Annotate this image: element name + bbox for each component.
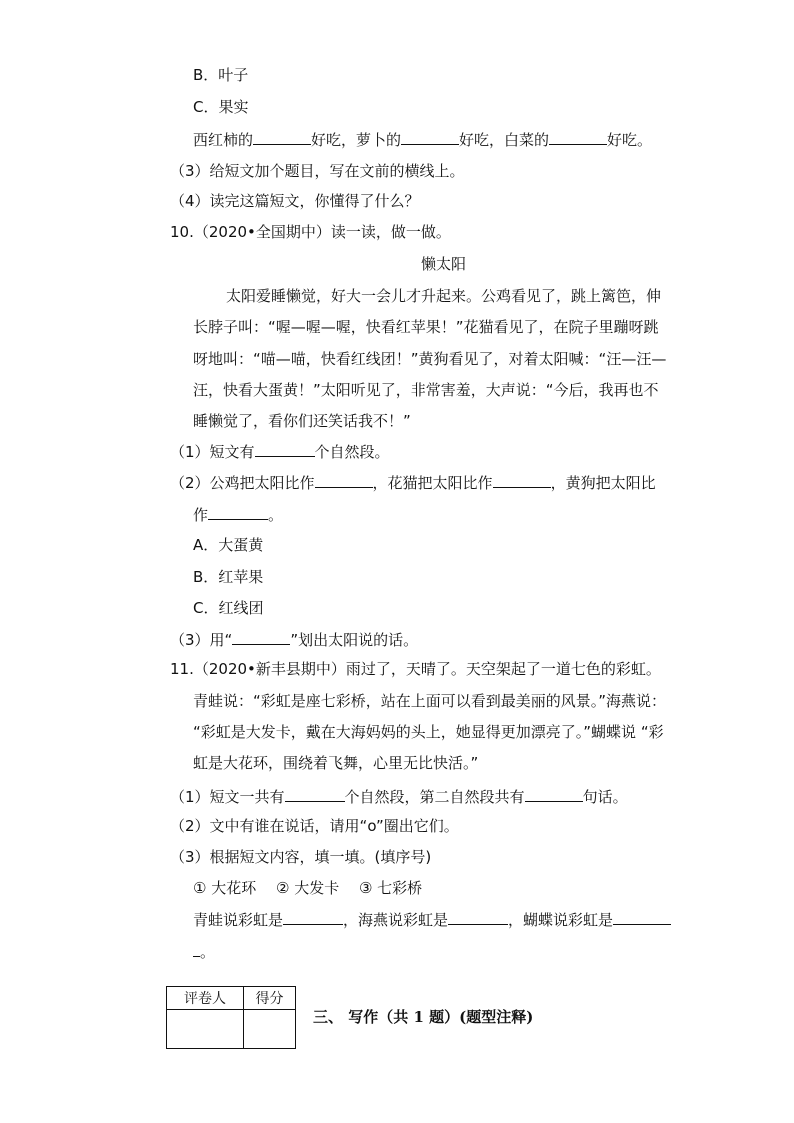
q11-fill-end: [193, 940, 215, 962]
score-cell[interactable]: [244, 1010, 296, 1049]
fill-text: 好吃，萝卜的: [311, 131, 402, 149]
q10-sub2: [170, 471, 656, 493]
q10-sub1: [170, 440, 390, 462]
fill-text: 作: [193, 506, 209, 524]
q10-option-c: C．红线团: [193, 599, 264, 617]
section-heading: 三、 写作（共 1 题）(题型注释): [313, 1008, 534, 1026]
story-line: 汪，快看大蛋黄！”太阳听见了，非常害羞，大声说：“今后，我再也不: [193, 381, 659, 399]
fill-blank[interactable]: [208, 503, 268, 520]
fill-blank[interactable]: [448, 908, 508, 925]
fill-blank[interactable]: [549, 128, 607, 145]
story-line: “彩虹是大发卡，戴在大海妈妈的头上，她显得更加漂亮了。”蝴蝶说 “彩: [193, 723, 664, 741]
fill-blank[interactable]: [315, 471, 373, 488]
q11-choices: ① 大花环 ② 大发卡 ③ 七彩桥: [193, 879, 423, 897]
grader-cell[interactable]: [167, 1010, 244, 1049]
fill-blank[interactable]: [613, 908, 671, 925]
fill-blank[interactable]: [283, 908, 343, 925]
story-line: 虹是大花环，围绕着飞舞，心里无比快活。”: [193, 754, 479, 772]
q10-heading: [170, 221, 451, 243]
q10-option-b: B．红苹果: [193, 568, 264, 586]
q10-sub2-cont: [193, 503, 283, 525]
fill-text: 西红柿的: [193, 131, 254, 149]
fill-text: ，海燕说彩虹是: [343, 911, 449, 929]
q11-sub2: （2）文中有谁在说话，请用“o”圈出它们。: [170, 817, 459, 835]
fill-blank[interactable]: [193, 940, 200, 957]
fill-text: （3）用“: [170, 631, 233, 649]
fill-text: （1）短文一共有: [170, 788, 285, 806]
story-line: 睡懒觉了，看你们还笑话我不！”: [193, 412, 411, 430]
score-header: 得分: [244, 987, 296, 1010]
question-source: （2020•新丰县期中）雨过了，天晴了。天空架起了一道七色的彩虹。: [193, 660, 661, 678]
fill-blank[interactable]: [285, 785, 345, 802]
fill-blank[interactable]: [232, 628, 290, 645]
q9-sub3: （3）给短文加个题目，写在文前的横线上。: [170, 162, 465, 180]
q11-heading: [170, 658, 661, 680]
grader-header: 评卷人: [167, 987, 244, 1010]
fill-text: 好吃，白菜的: [459, 131, 550, 149]
fill-blank[interactable]: [493, 471, 551, 488]
q9-option-c: C．果实: [193, 98, 249, 116]
fill-blank[interactable]: [525, 785, 583, 802]
fill-text: （1）短文有: [170, 443, 255, 461]
story-title: 懒太阳: [421, 255, 467, 273]
story-line: 太阳爱睡懒觉，好大一会儿才升起来。公鸡看见了，跳上篱笆，伸: [226, 287, 662, 305]
fill-text: ，花猫把太阳比作: [372, 474, 493, 492]
story-line: 青蛙说：“彩虹是座七彩桥，站在上面可以看到最美丽的风景。”海燕说：: [193, 692, 667, 710]
story-line: 呀地叫：“喵—喵，快看红线团！”黄狗看见了，对着太阳喊：“汪—汪—: [193, 350, 667, 368]
story-line: 长脖子叫：“喔—喔—喔，快看红苹果！”花猫看见了，在院子里蹦呀跳: [193, 318, 659, 336]
fill-blank[interactable]: [255, 440, 315, 457]
fill-blank[interactable]: [401, 128, 459, 145]
fill-text: ”划出太阳说的话。: [290, 631, 419, 649]
fill-text: （2）公鸡把太阳比作: [170, 474, 315, 492]
score-box: [166, 986, 296, 1049]
q11-sub3: （3）根据短文内容，填一填。(填序号): [170, 848, 432, 866]
q9-fill-line: [193, 128, 652, 150]
q9-sub4: （4）读完这篇短文，你懂得了什么？: [170, 192, 420, 210]
fill-text: 青蛙说彩虹是: [193, 911, 284, 929]
question-source: （2020•全国期中）读一读，做一做。: [193, 223, 451, 241]
question-number: 10.: [170, 223, 194, 241]
q10-option-a: A．大蛋黄: [193, 536, 264, 554]
fill-blank[interactable]: [253, 128, 311, 145]
fill-text: 个自然段。: [314, 443, 390, 461]
fill-text: 。: [200, 943, 216, 961]
fill-text: 好吃。: [607, 131, 653, 149]
fill-text: 。: [268, 506, 284, 524]
fill-text: ，蝴蝶说彩虹是: [508, 911, 614, 929]
fill-text: ，黄狗把太阳比: [550, 474, 656, 492]
q9-option-b: B．叶子: [193, 66, 249, 84]
fill-text: 句话。: [582, 788, 628, 806]
q11-fill-line: [193, 908, 671, 930]
q11-sub1: [170, 785, 628, 807]
q10-sub3: [170, 628, 418, 650]
fill-text: 个自然段，第二自然段共有: [344, 788, 525, 806]
question-number: 11.: [170, 660, 194, 678]
